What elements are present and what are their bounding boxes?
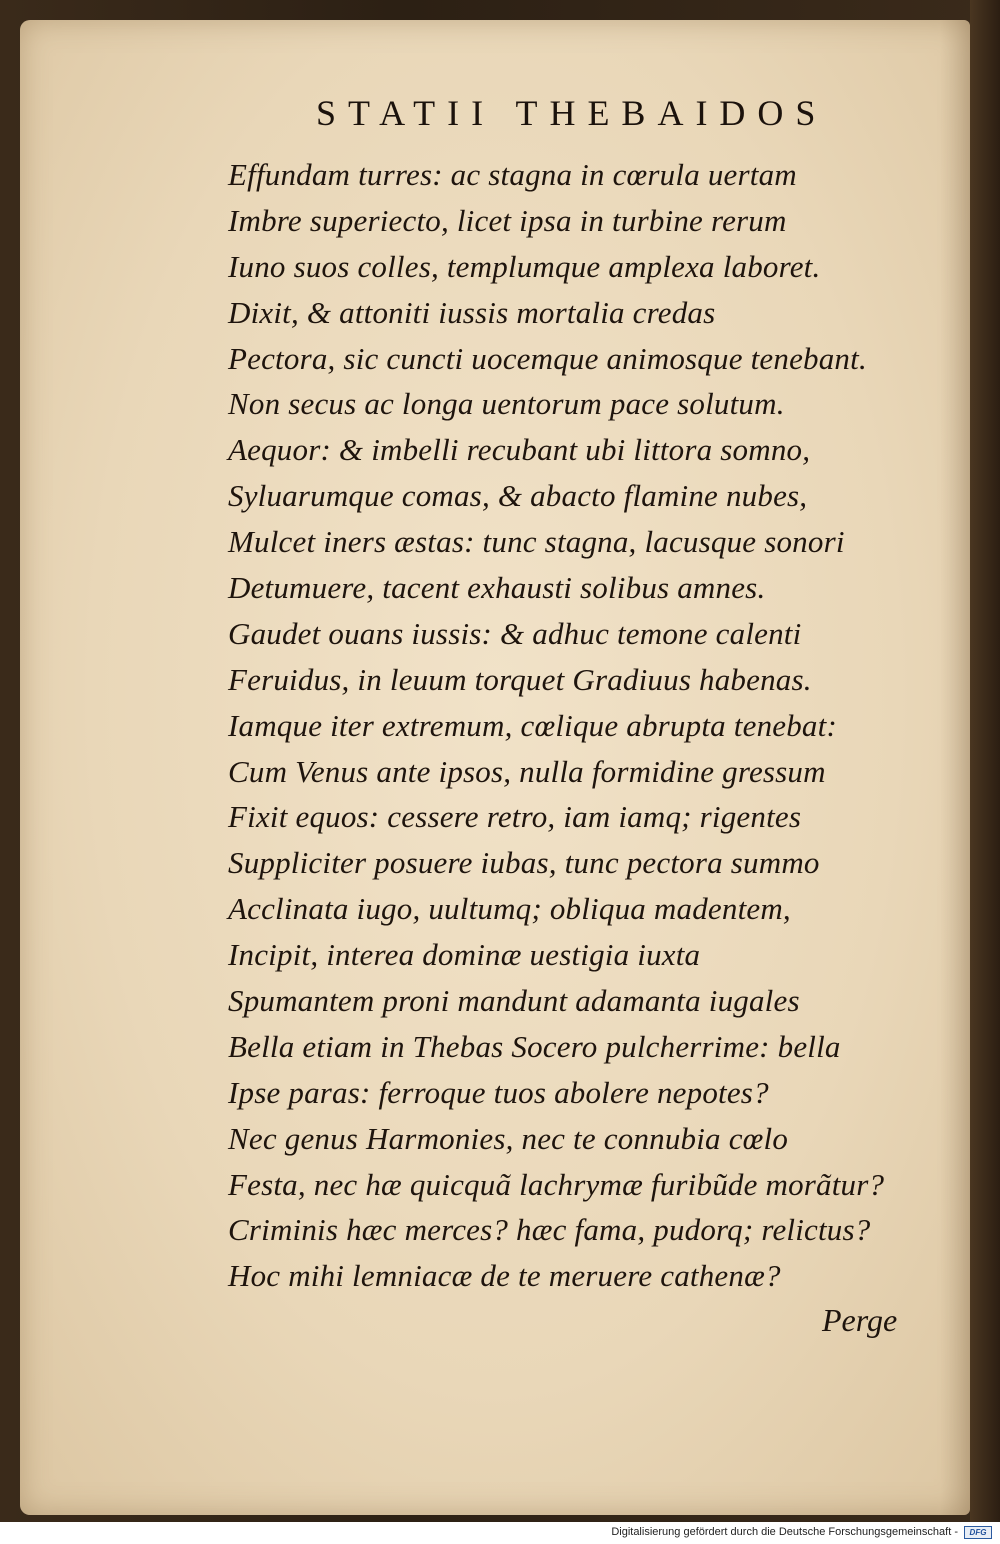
verse-line: Syluarumque comas, & abacto flamine nubes, — [228, 478, 808, 514]
verse-line: Ipse paras: ferroque tuos abolere nepotes? — [228, 1074, 769, 1110]
verse-line: Pectora, sic cuncti uocemque animosque tenebant. — [228, 340, 867, 376]
binding-edge — [970, 0, 1000, 1522]
verse-line: Nec genus Harmonies, nec te connubia cœlo — [228, 1120, 789, 1156]
verse-line: Incipit, interea dominæ uestigia iuxta — [228, 937, 701, 973]
page-edge-shadow — [940, 20, 970, 1515]
dfg-logo-icon: DFG — [964, 1526, 992, 1539]
verse-line: Feruidus, in leuum torquet Gradiuus habenas. — [228, 661, 812, 697]
verse-line: Detumuere, tacent exhausti solibus amnes. — [228, 570, 766, 606]
funding-credit: Digitalisierung gefördert durch die Deutsche Forschungsgemeinschaft - — [611, 1526, 958, 1538]
verse-line: Effundam turres: ac stagna in cœrula uertam — [228, 157, 797, 192]
verse-line: Cum Venus ante ipsos, nulla formidine gressum — [228, 753, 826, 789]
verse-line: Gaudet ouans iussis: & adhuc temone calenti — [228, 615, 802, 651]
verse-line: Non secus ac longa uentorum pace solutum. — [228, 386, 785, 422]
verse-line: Imbre superiecto, licet ipsa in turbine rerum — [228, 202, 787, 238]
verse-line: Criminis hæc merces? hæc fama, pudorq; relictus? — [228, 1212, 871, 1248]
verse-line: Spumantem proni mandunt adamanta iugales — [228, 983, 800, 1019]
verse-line: Hoc mihi lemniacæ de te meruere cathenæ? — [228, 1258, 781, 1294]
verse-line: Suppliciter posuere iubas, tunc pectora summo — [228, 845, 820, 881]
verse-block — [228, 152, 884, 1299]
verse-line: Bella etiam in Thebas Socero pulcherrime: bella — [228, 1028, 841, 1064]
verse-line: Iuno suos colles, templumque amplexa laboret. — [228, 248, 821, 284]
running-head: STATII THEBAIDOS — [316, 93, 828, 133]
catchword: Perge — [822, 1302, 898, 1338]
verse-line: Iamque iter extremum, cœlique abrupta tenebat: — [228, 707, 837, 743]
verse-line: Aequor: & imbelli recubant ubi littora somno, — [228, 432, 811, 468]
verse-line: Mulcet iners æstas: tunc stagna, lacusque sonori — [228, 524, 845, 560]
verse-line: Fixit equos: cessere retro, iam iamq; rigentes — [228, 799, 802, 835]
verse-line: Dixit, & attoniti iussis mortalia credas — [228, 294, 716, 330]
verse-line: Festa, nec hæ quicquã lachrymæ furibũde morãtur? — [228, 1166, 885, 1202]
footer-bar — [0, 1522, 1000, 1544]
verse-line: Acclinata iugo, uultumq; obliqua madentem, — [228, 891, 791, 927]
